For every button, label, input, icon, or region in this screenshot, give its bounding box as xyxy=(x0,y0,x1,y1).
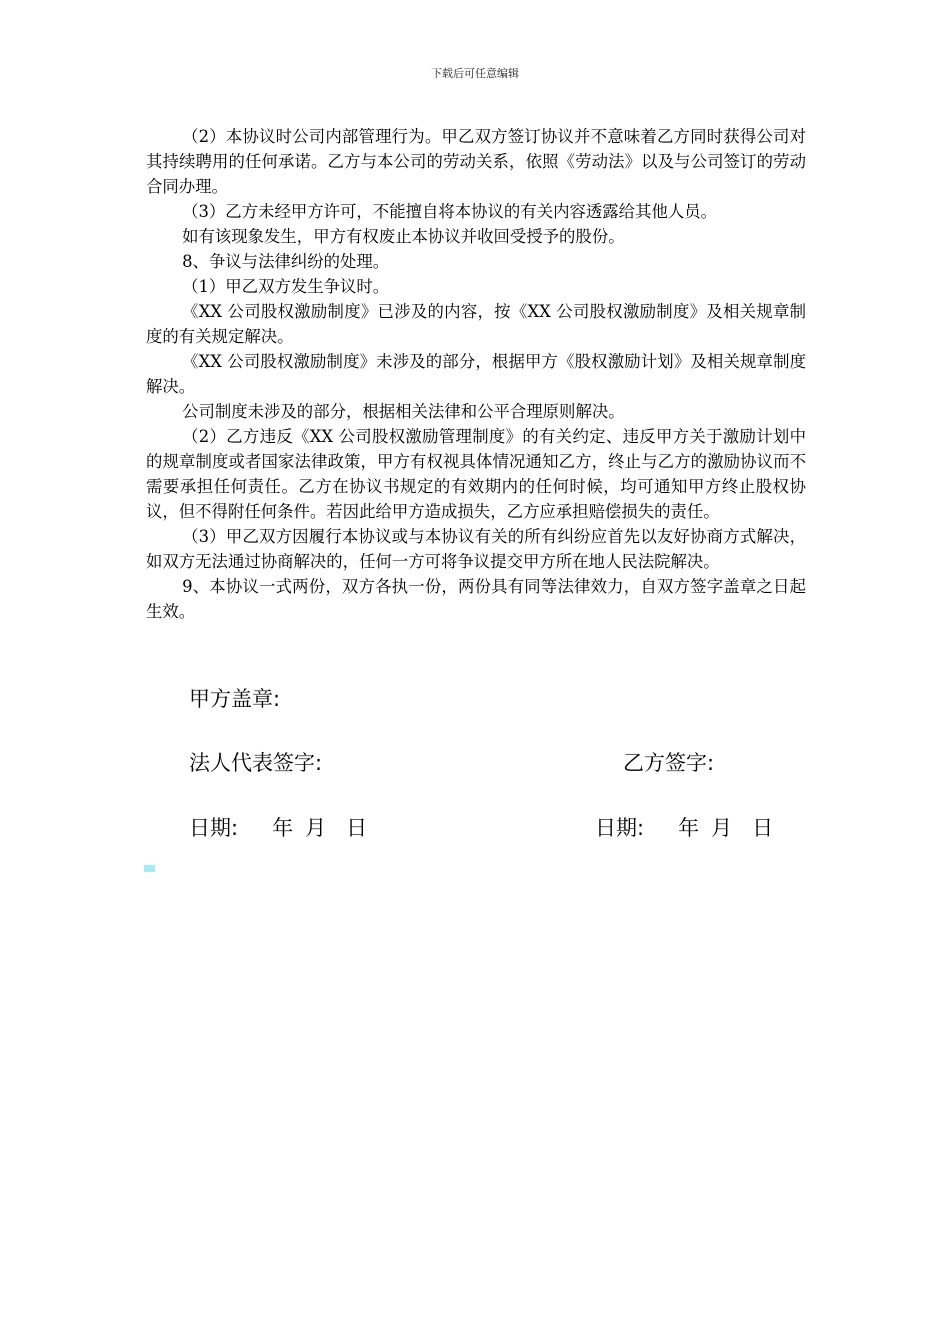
legal-rep-sign-label: 法人代表签字: xyxy=(189,751,323,775)
party-b-date xyxy=(595,814,773,842)
day-label: 日 xyxy=(346,816,368,840)
clause-8-2: （2）乙方违反《XX 公司股权激励管理制度》的有关约定、违反甲方关于激励计划中的规章制度或者国家法律政策，甲方有权视具体情况通知乙方，终止与乙方的激励协议而不需要承担任何责任。乙方在协议书规定的有效期内的任何时候，均可通知甲方终止股权协议，但不得附任何条件。若因此给甲方造成损失，乙方应承担赔偿损失的责任。 xyxy=(146,427,806,521)
month-label: 月 xyxy=(305,816,327,840)
day-label: 日 xyxy=(752,816,774,840)
clause-7-3: （3）乙方未经甲方许可，不能擅自将本协议的有关内容透露给其他人员。 xyxy=(182,202,718,221)
clause-8-1: （1）甲乙双方发生争议时。 xyxy=(182,277,390,296)
clause-9: 9、本协议一式两份，双方各执一份，两份具有同等法律效力，自双方签字盖章之日起生效。 xyxy=(146,577,806,621)
clause-8-1-b: 《XX 公司股权激励制度》未涉及的部分，根据甲方《股权激励计划》及相关规章制度解决。 xyxy=(146,352,806,396)
date-label: 日期: xyxy=(595,816,645,840)
highlight-marker xyxy=(144,865,155,872)
year-label: 年 xyxy=(678,816,700,840)
clause-7-3-consequence: 如有该现象发生，甲方有权废止本协议并收回受授予的股份。 xyxy=(182,227,625,246)
clause-8-1-a: 《XX 公司股权激励制度》已涉及的内容，按《XX 公司股权激励制度》及相关规章制度的有关规定解决。 xyxy=(146,302,806,346)
clause-8-heading: 8、争议与法律纠纷的处理。 xyxy=(182,252,390,271)
header-note: 下载后可任意编辑 xyxy=(431,67,519,80)
party-a-date xyxy=(189,814,367,842)
year-label: 年 xyxy=(272,816,294,840)
clause-8-3: （3）甲乙双方因履行本协议或与本协议有关的所有纠纷应首先以友好协商方式解决，如双方无法通过协商解决的，任何一方可将争议提交甲方所在地人民法院解决。 xyxy=(146,527,806,571)
agreement-body xyxy=(146,124,806,624)
clause-7-2: （2）本协议时公司内部管理行为。甲乙双方签订协议并不意味着乙方同时获得公司对其持续聘用的任何承诺。乙方与本公司的劳动关系，依照《劳动法》以及与公司签订的劳动合同办理。 xyxy=(146,127,806,196)
party-a-seal-label: 甲方盖章: xyxy=(189,687,281,711)
date-label: 日期: xyxy=(189,816,239,840)
clause-8-1-c: 公司制度未涉及的部分，根据相关法律和公平合理原则解决。 xyxy=(182,402,625,421)
party-b-sign-label: 乙方签字: xyxy=(623,751,715,775)
month-label: 月 xyxy=(711,816,733,840)
